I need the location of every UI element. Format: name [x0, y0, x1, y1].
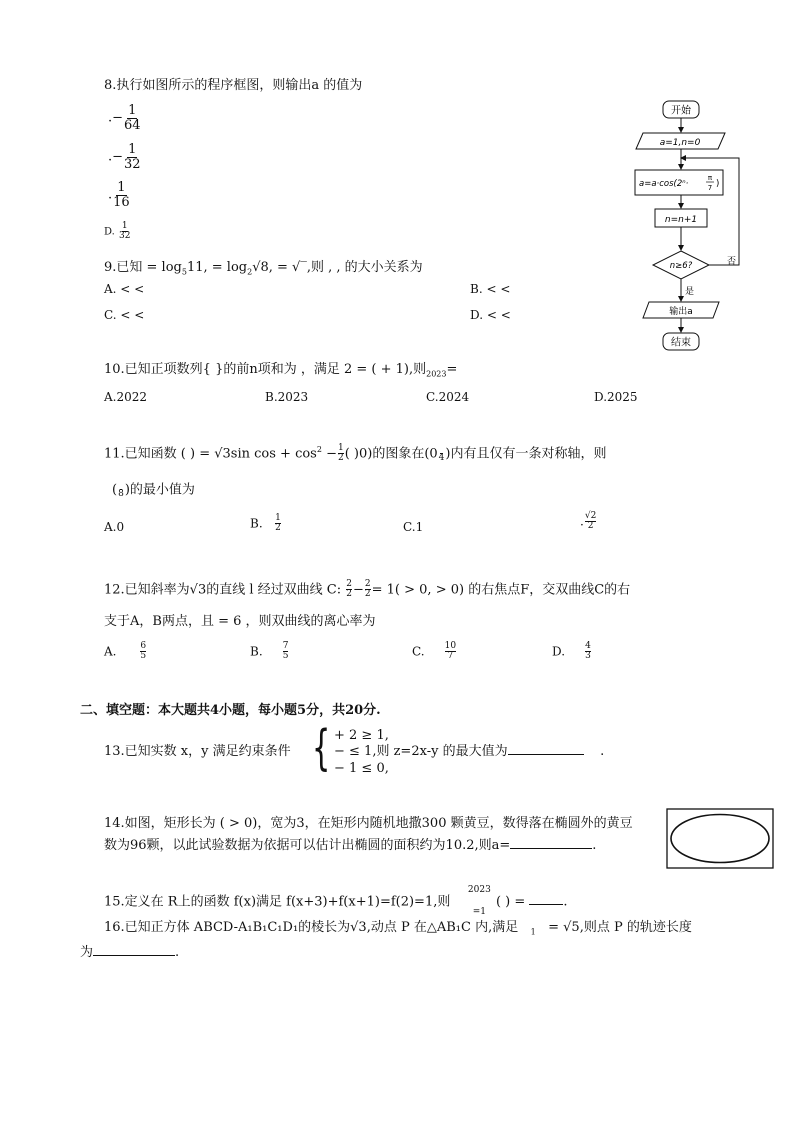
q11-line2-fraction: [118, 480, 124, 500]
q12-f2-num: 2: [364, 579, 371, 589]
q9-option-d: D. < <: [470, 308, 511, 322]
q8-option-a-fraction: [124, 104, 141, 132]
q12-option-a: [104, 642, 147, 662]
q16-line2-text: 为: [80, 945, 94, 960]
q11-option-d: [580, 512, 597, 532]
q11-option-b: [250, 514, 282, 534]
q16-end: .: [175, 945, 180, 960]
q13-stem: 13.已知实数 x，y 满足约束条件: [104, 744, 291, 759]
q12-option-b-prefix: B.: [250, 644, 263, 659]
q12-option-a-num: 6: [140, 641, 147, 651]
q9-stem-part-c: √8, = √‾,则 , , 的大小关系为: [252, 260, 423, 275]
q11-stem-part-b: −: [321, 446, 337, 462]
flow-output-label: 输出a: [669, 307, 693, 317]
flow-assign-close: ): [716, 179, 720, 189]
q10-stem: [104, 362, 457, 379]
q8-option-b-numerator: 1: [128, 142, 137, 157]
q8-option-d: [104, 222, 131, 242]
q12-f1-num: 2: [346, 579, 352, 589]
q12-option-b: [250, 642, 289, 662]
q15-answer-blank[interactable]: [529, 904, 563, 905]
q12-option-c-prefix: C.: [412, 644, 425, 659]
q9-stem-sub-a: 5: [181, 267, 187, 277]
q12-option-c-den: 7: [447, 651, 454, 662]
q11-option-a: A.0: [104, 520, 125, 534]
q14-rectangle-ellipse-figure: [666, 808, 776, 870]
q14-line2-text: 数为96颗，以此试验数据为依据可以估计出椭圆的面积约为10.2,则a=: [104, 838, 511, 853]
flow-assign-seven: 7: [707, 184, 713, 192]
q16-line1-sub: 1: [530, 927, 536, 937]
q12-option-d-den: 3: [585, 651, 591, 662]
q9-option-b: B. < <: [470, 282, 511, 296]
flow-no-label: 否: [727, 257, 737, 267]
q15-stem-text: 15.定义在 R上的函数 f(x)满足 f(x+3)+f(x+1)=f(2)=1,则: [104, 894, 451, 910]
flow-init-label: a=1,n=0: [659, 138, 701, 148]
q11-option-b-fraction: [275, 514, 281, 534]
q11-stem-part-a: 11.已知函数 ( ) = √3sin cos + cos: [104, 446, 317, 462]
q16-line2: [80, 945, 179, 961]
q8-option-d-denominator: 32: [119, 231, 131, 242]
q8-option-d-numerator: 1: [121, 221, 128, 231]
q15-sum-top: 2023: [467, 885, 491, 895]
q15-end: .: [563, 894, 568, 910]
q12-stem-part-a: 12.已知斜率为√3的直线 l 经过双曲线 C:: [104, 582, 342, 598]
q10-option-b: B.2023: [265, 390, 309, 404]
q8-flowchart: [625, 98, 745, 353]
q8-option-b: [108, 143, 142, 171]
q11-stem-part-d: 内有且仅有一条对称轴，则: [450, 446, 607, 462]
q8-option-a-prefix: .−: [108, 110, 124, 126]
flow-yes-label: 是: [685, 287, 695, 297]
q12-option-c-num: 10: [444, 641, 457, 651]
q15-sum: [468, 886, 491, 918]
q12-option-c: [412, 642, 457, 662]
q11-half-fraction: [338, 444, 344, 464]
q12-option-d: [552, 642, 592, 662]
q11-interval-den: 4: [438, 453, 445, 464]
q11-interval: (0: [424, 446, 438, 462]
flow-assign-label: a=a·cos(2ⁿ·: [639, 179, 689, 189]
flow-condition-label: n≥6?: [669, 261, 693, 271]
q8-option-a: [108, 104, 142, 132]
q11-option-d-num: √2: [584, 511, 597, 521]
q12-option-b-fraction: [283, 642, 289, 662]
q8-option-b-prefix: .−: [108, 149, 124, 165]
q9-stem-part-b: 11, = log: [186, 260, 248, 275]
q12-fraction-2: [365, 580, 371, 600]
flow-start-label: 开始: [671, 105, 691, 117]
q15-stem: [104, 886, 568, 918]
flow-assign-pi: π: [707, 174, 713, 182]
q16-line1-part-b: = √5,则点 P 的轨迹长度: [548, 920, 692, 935]
q8-option-c-fraction: [113, 181, 130, 209]
q11-half-den: 2: [337, 453, 344, 464]
q11-option-c: C.1: [403, 520, 424, 534]
q10-stem-part-a: 10.已知正项数列{ }的前n项和为 ，满足 2 = ( + 1),则: [104, 362, 427, 377]
q11-option-d-fraction: [585, 512, 596, 532]
flow-incr-label: n=n+1: [664, 215, 698, 225]
q12-option-a-prefix: A.: [104, 644, 117, 659]
q14-line1: 14.如图，矩形长为 ( > 0)，宽为3，在矩形内随机地撒300 颗黄豆，数得落在椭圆外的黄豆: [104, 816, 633, 831]
q11-stem-sup: 2: [316, 445, 322, 455]
q8-option-c-prefix: .: [108, 187, 113, 203]
q11-stem: 11.已知函数 ( ) = √3sin $\cos + \cos^2$ − $\frac{1}{2}$ ( )0)的图象在(0 4 )内有且仅有一条对称轴，则: [104, 443, 607, 464]
q12-f1-den: 2: [346, 589, 352, 600]
q10-option-c: C.2024: [426, 390, 470, 404]
q16-answer-blank[interactable]: [93, 955, 175, 956]
q11-half-num: 1: [337, 443, 344, 453]
q14-end: .: [592, 838, 597, 853]
q10-stem-part-b: =: [446, 362, 458, 377]
q12-line2: 支于A，B两点，且 = 6 ，则双曲线的离心率为: [104, 614, 376, 629]
q15-sum-bottom: =1: [472, 906, 486, 917]
q13-end: .: [600, 744, 605, 759]
q13-answer-blank[interactable]: [508, 754, 584, 755]
q12-option-a-fraction: [140, 642, 146, 662]
q8-option-b-denominator: 32: [124, 156, 141, 172]
q13-constraint-3: − 1 ≤ 0,: [334, 761, 389, 776]
q8-option-a-numerator: 1: [128, 103, 137, 118]
q11-option-b-prefix: B.: [250, 516, 263, 531]
q12-option-d-prefix: D.: [552, 644, 566, 659]
q12-option-a-den: 5: [140, 651, 147, 662]
q16-line1-part-a: 16.已知正方体 ABCD-A₁B₁C₁D₁的棱长为√3,动点 P 在△AB₁C 内,满足: [104, 920, 519, 935]
q8-option-b-fraction: [124, 143, 141, 171]
q11-stem-part-c: ( )0)的图象在: [344, 446, 425, 462]
q14-line2: [104, 838, 596, 854]
q13-constraint-2: [334, 744, 604, 760]
q13-constraint-1: + 2 ≥ 1,: [334, 728, 389, 743]
q11-line2-den: 8: [118, 489, 124, 500]
flow-end-label: 结束: [671, 337, 691, 349]
q11-line2: ( 8 )的最小值为: [112, 480, 195, 500]
q10-stem-sub: 2023: [426, 369, 447, 379]
q9-option-a: A. < <: [104, 282, 145, 296]
q8-option-c: [108, 181, 131, 209]
q11-option-d-prefix: .: [580, 514, 584, 529]
q12-f2-den: 2: [364, 589, 371, 600]
q13-brace: {: [312, 720, 331, 776]
q11-option-d-den: 2: [587, 521, 594, 532]
q12-option-c-fraction: [445, 642, 456, 662]
q9-stem: [104, 260, 423, 277]
section-2-heading: 二、填空题：本大题共4小题，每小题5分，共20分.: [80, 703, 381, 718]
q8-option-c-numerator: 1: [117, 180, 126, 195]
q11-option-b-num: 1: [275, 513, 281, 523]
q10-option-a: A.2022: [104, 390, 148, 404]
q12-fraction-1: [346, 580, 352, 600]
q12-option-b-den: 5: [282, 651, 289, 662]
q11-line2-text: 的最小值为: [129, 482, 195, 498]
q8-option-a-denominator: 64: [124, 117, 141, 133]
q13-constraint-2-text: − ≤ 1,则 z=2x-y 的最大值为: [334, 744, 508, 759]
q12-minus: −: [353, 582, 364, 598]
q12-option-d-fraction: [585, 642, 591, 662]
q12-stem: [104, 580, 630, 600]
q14-answer-blank[interactable]: [510, 848, 592, 849]
q12-option-b-num: 7: [282, 641, 289, 651]
q11-option-b-den: 2: [275, 523, 281, 534]
q8-option-d-prefix: D.: [104, 226, 115, 238]
q12-stem-part-b: = 1( > 0, > 0) 的右焦点F，交双曲线C的右: [371, 582, 631, 598]
q10-option-d: D.2025: [594, 390, 638, 404]
q8-option-d-fraction: [119, 222, 130, 242]
q9-stem-part-a: 9.已知 = log: [104, 260, 182, 275]
q11-interval-fraction: [439, 444, 445, 464]
q14-rectangle: [667, 809, 773, 868]
q12-option-d-num: 4: [585, 641, 591, 651]
q9-option-c: C. < <: [104, 308, 145, 322]
q16-line1: [104, 920, 692, 937]
q8-stem: 8.执行如图所示的程序框图，则输出a 的值为: [104, 78, 363, 93]
q9-stem-sub-b: 2: [247, 267, 253, 277]
q15-sum-tail: ( ) =: [495, 894, 526, 910]
q8-option-c-denominator: 16: [113, 194, 130, 210]
